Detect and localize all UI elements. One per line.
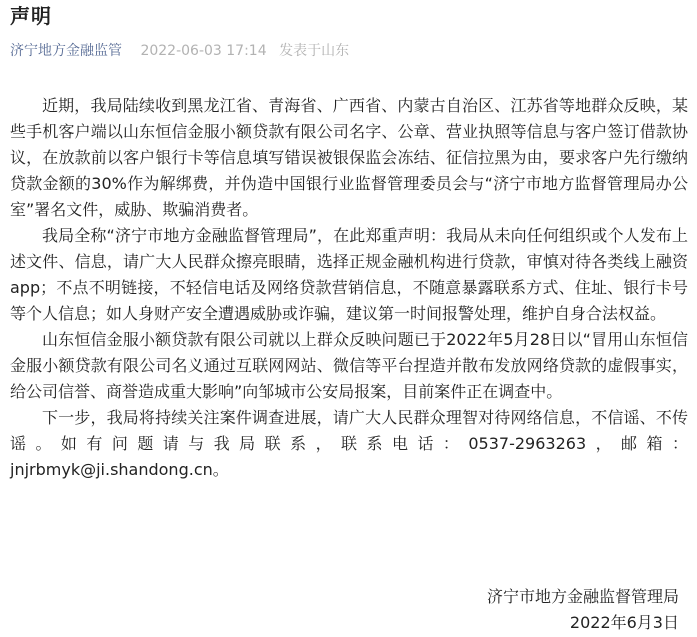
article-meta xyxy=(10,40,349,62)
paragraph: 山东恒信金服小额贷款有限公司就以上群众反映问题已于2022年5月28日以“冒用山东恒信金服小额贷款有限公司名义通过互联网网站、微信等平台捏造并散布发放网络贷款的虚假事实，给公司信誉、商誉造成重大影响”向邹城市公安局报案，目前案件正在调查中。 xyxy=(10,330,688,401)
paragraph: 我局全称“济宁市地方金融监督管理局”，在此郑重声明：我局从未向任何组织或个人发布上述文件、信息，请广大人民群众擦亮眼睛，选择正规金融机构进行贷款，审慎对待各类线上融资app；不点不明链接，不轻信电话及网络贷款营销信息，不随意暴露联系方式、住址、银行卡号等个人信息；如人身财产安全遭遇威胁或诈骗，建议第一时间报警处理，维护自身合法权益。 xyxy=(10,226,688,323)
paragraph: 近期，我局陆续收到黑龙江省、青海省、广西省、内蒙古自治区、江苏省等地群众反映，某些手机客户端以山东恒信金服小额贷款有限公司名字、公章、营业执照等信息与客户签订借款协议，在放款前以客户银行卡等信息填写错误被银保监会冻结、征信拉黑为由，要求客户先行缴纳贷款金额的30%作为解绑费，并伪造中国银行业监督管理委员会与“济宁市地方监督管理局办公室”署名文件，威胁、欺骗消费者。 xyxy=(10,96,688,219)
publish-time: 2022-06-03 17:14 xyxy=(140,43,267,59)
article-title: 声明 xyxy=(10,4,52,28)
signature-block xyxy=(487,584,679,636)
paragraph: 下一步，我局将持续关注案件调查进展，请广大人民群众理智对待网络信息，不信谣、不传谣。如有问题请与我局联系，联系电话：0537-2963263，邮箱：jnjrbmyk@ji.shandong.cn。 xyxy=(10,408,688,479)
publish-location: 发表于山东 xyxy=(279,43,350,59)
account-name-link[interactable]: 济宁地方金融监管 xyxy=(10,43,122,59)
article-body xyxy=(10,93,688,483)
signature-org: 济宁市地方金融监督管理局 xyxy=(486,587,679,606)
signature-date: 2022年6月3日 xyxy=(569,613,679,632)
